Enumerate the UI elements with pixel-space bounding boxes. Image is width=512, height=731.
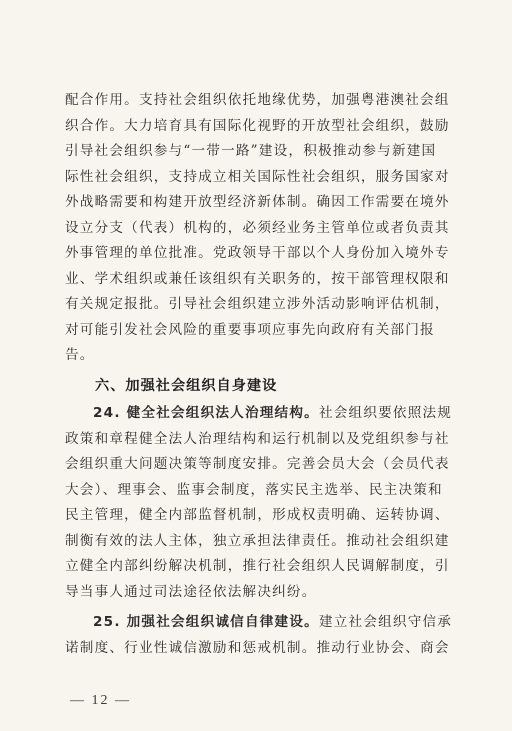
text-line: 引导社会组织参与“一带一路”建设，积极推动参与新建国 — [65, 143, 437, 159]
paragraph-international-cooperation — [65, 88, 455, 369]
paragraph-integrity-self-discipline — [65, 610, 455, 661]
text-line: 设立分支（代表）机构的，必须经业务主管单位或者负责其 — [65, 219, 450, 236]
text-line: 大会）、理事会、监事会制度，落实民主选举、民主决策和 — [65, 481, 443, 498]
text-line — [65, 401, 455, 427]
text-line — [65, 610, 455, 636]
text-line: 际性社会组织，支持成立相关国际性社会组织，服务国家对 — [65, 168, 450, 185]
text-line: 业、学术组织或兼任该组织有关职务的，按干部管理权限和 — [65, 270, 450, 287]
text-line: 民主管理，健全内部监督机制，形成权责明确、运转协调、 — [65, 507, 450, 523]
text-line: 诺制度、行业性诚信激励和惩戒机制。推动行业协会、商会 — [65, 639, 450, 656]
text-line: 外战略需要和构建开放型经济新体制。确因工作需要在境外 — [65, 194, 450, 210]
section-heading: 六、加强社会组织自身建设 — [95, 378, 278, 394]
text-line: 政策和章程健全法人治理结构和运行机制以及党组织参与社 — [65, 430, 450, 447]
text-line: 导当事人通过司法途径依法解决纠纷。 — [65, 583, 317, 600]
text-line: 外事管理的单位批准。党政领导干部以个人身份加入境外专 — [65, 245, 450, 261]
text-line: 会组织重大问题决策等制度安排。完善会员大会（会员代表 — [65, 456, 450, 472]
text-line: 配合作用。支持社会组织依托地缘优势，加强粤港澳社会组 — [65, 92, 450, 108]
text-line: 对可能引发社会风险的重要事项应事先向政府有关部门报 — [65, 321, 435, 338]
clause-text: 社会组织要依照法规 — [318, 405, 453, 421]
text-line: 有关规定报批。引导社会组织建立涉外活动影响评估机制， — [65, 296, 450, 312]
paragraph-governance-structure — [65, 401, 455, 605]
text-line: 告。 — [65, 347, 95, 363]
text-line: 织合作。大力培育具有国际化视野的开放型社会组织，鼓励 — [65, 117, 450, 134]
clause-title: 24. 健全社会组织法人治理结构。 — [93, 405, 319, 421]
text-line: 立健全内部纠纷解决机制，推行社会组织人民调解制度，引 — [65, 558, 450, 574]
clause-text: 建立社会组织守信承 — [318, 614, 453, 630]
page-number: — 12 — — [70, 693, 131, 708]
text-line: 制衡有效的法人主体，独立承担法律责任。推动社会组织建 — [65, 532, 450, 549]
clause-title: 25. 加强社会组织诚信自律建设。 — [93, 614, 319, 630]
